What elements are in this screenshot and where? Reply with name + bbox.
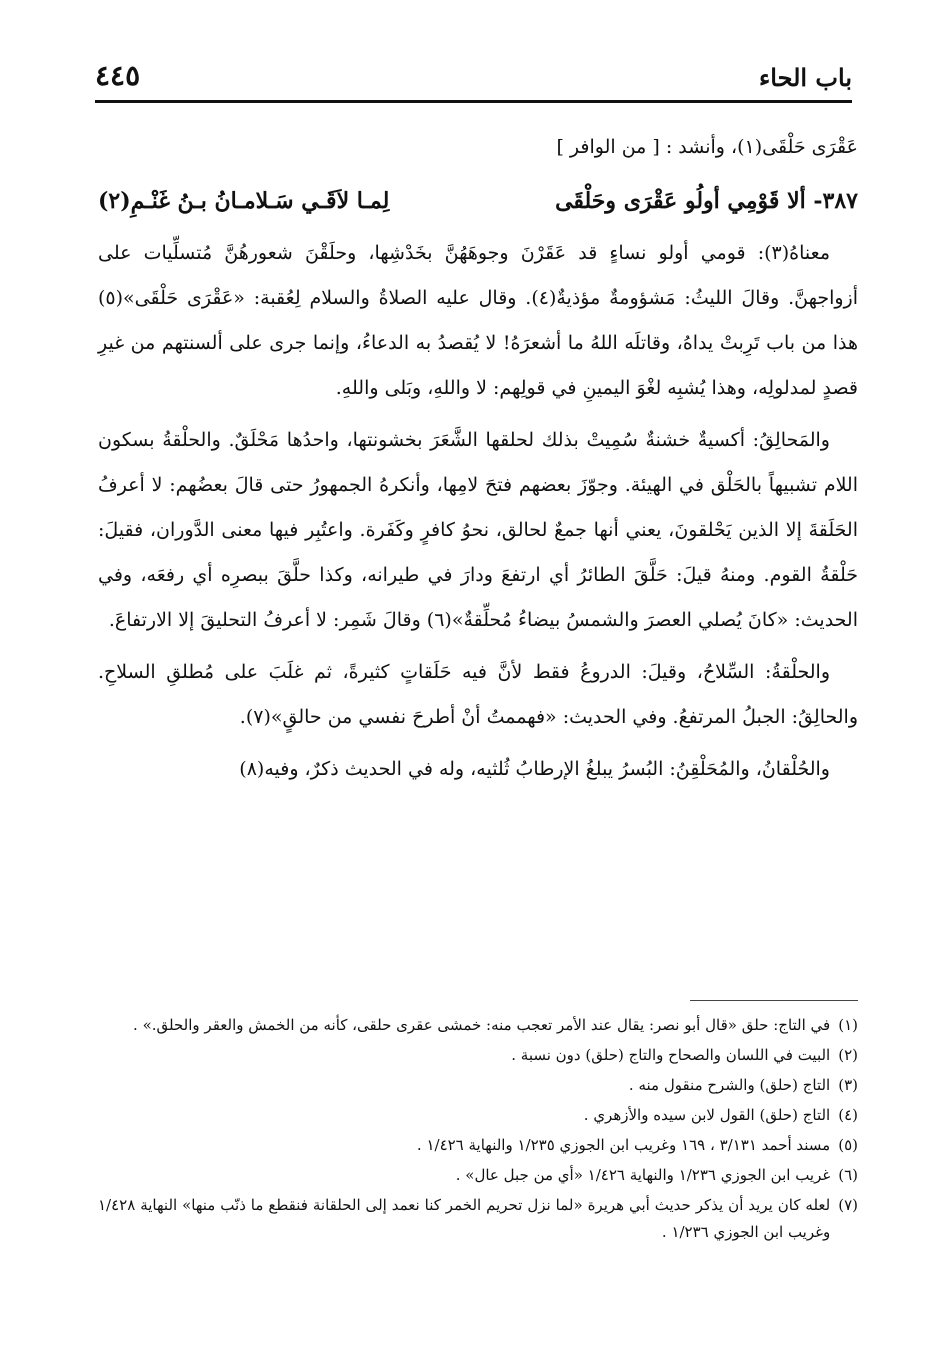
verse-first-hemistich: ٣٨٧- ألا قَوْمِي أولُو عَقْرَى وحَلْقَى	[555, 188, 858, 214]
footnote	[98, 1102, 858, 1129]
paragraph: والحلْقةُ: السِّلاحُ، وقيلَ: الدروعُ فقط لأنَّ فيه حَلَقاتٍ كثيرةً، ثم غلَبَ على مُطلقِ السلاحِ. والحالِقُ: الجبلُ المرتفعُ. وفي الحديث: «فهممتُ أنْ أطرحَ نفسي من حالقٍ»(٧).	[98, 661, 858, 728]
main-text	[98, 125, 858, 799]
paragraph: معناهُ(٣): قومي أولو نساءٍ قد عَقَرْنَ وجوهَهُنَّ بخَدْشِها، وحلَقْنَ شعورهُنَّ مُتسلِّيات على أزواجهنَّ. وقالَ الليثُ: مَشؤومةٌ مؤذيةٌ(٤). وقال عليه الصلاةُ والسلام لِعُقبة: «عَقْرَى حَلْقَى»(٥) هذا من باب تَرِبتْ يداهُ، وقاتلَه اللهُ ما أشعرَهُ! لا يُقصدُ به الدعاءُ، وإنما جرى على ألسنتهم من غيرِ قصدٍ لمدلولِه، وهذا يُشبِه لغْوَ اليمينِ في قولِهم: لا واللهِ، وبَلى واللهِ.	[98, 242, 858, 399]
page-header	[95, 52, 852, 92]
footnote-text: في التاج: حلق «قال أبو نصر: يقال عند الأمر تعجب منه: خمشى عقرى حلقى، كأنه من الخمش والعقر والحلق.» .	[133, 1016, 831, 1034]
footnotes	[98, 1012, 858, 1249]
footnote	[98, 1162, 858, 1189]
page-number: ٤٤٥	[95, 59, 141, 92]
footnote	[98, 1012, 858, 1039]
chapter-title: باب الحاء	[758, 63, 852, 92]
paragraph: والمَحالِقُ: أكسيةٌ خشنةٌ سُمِيتْ بذلك لحلقها الشَّعَرَ بخشونتها، واحدُها مَحْلَقٌ. والحلْقةُ بسكون اللام تشبيهاً بالحَلْق في الهيئة. وجوّزَ بعضهم فتحَ لامِها، وأنكرهُ الجمهورُ حتى قالَ بعضُهم: لا أعرفُ الحَلَقةَ إلا الذين يَحْلقونَ، يعني أنها جمعٌ لحالق، نحوُ كافرٍ وكَفَرة. واعتُبِر فيها معنى الدَّوران، فقيلَ: حَلْقةُ القوم. ومنهُ قيلَ: حَلَّقَ الطائرُ أي ارتفعَ ودارَ في طيرانه، وكذا حلَّقَ ببصرِه أي رفعَه، وفي الحديث: «كانَ يُصلي العصرَ والشمسُ بيضاءُ مُحلِّقةٌ»(٦) وقالَ شَمِر: لا أعرفُ التحليقَ إلا الارتفاعَ.	[98, 429, 858, 631]
footnote-number: (٤)	[838, 1106, 858, 1124]
header-rule	[95, 100, 852, 103]
poem-verse	[98, 177, 858, 225]
footnote-number: (٦)	[838, 1166, 858, 1184]
footnote-text: مسند أحمد ٣/١٣١ ، ١٦٩ وغريب ابن الجوزي ١/٢٣٥ والنهاية ١/٤٢٦ .	[416, 1136, 831, 1154]
footnote-text: البيت في اللسان والصحاح والتاج (حلق) دون نسبة .	[511, 1046, 831, 1064]
footnote	[98, 1042, 858, 1069]
paragraph: والحُلْقانُ، والمُحَلْقِنُ: البُسرُ يبلغُ الإرطابُ ثُلثيه، وله في الحديث ذكرٌ، وفيه(٨)	[239, 758, 830, 780]
footnote	[98, 1072, 858, 1099]
footnote	[98, 1192, 858, 1246]
intro-line: عَقْرَى حَلْقَى(١)، وأنشد : [ من الوافر ]	[556, 136, 858, 158]
footnote-number: (١)	[838, 1016, 858, 1034]
footnote-number: (٣)	[838, 1076, 858, 1094]
footnote-text: لعله كان يريد أن يذكر حديث أبي هريرة «لما نزل تحريم الخمر كنا نعمد إلى الحلقانة فنقطع ما ذنّب منها» النهاية ١/٤٢٨ وغريب ابن الجوزي ١/٢٣٦ .	[98, 1196, 831, 1241]
footnote-number: (٥)	[838, 1136, 858, 1154]
footnote-number: (٧)	[838, 1196, 858, 1214]
footnote-rule	[690, 1000, 858, 1001]
footnote-text: التاج (حلق) القول لابن سيده والأزهري .	[583, 1106, 831, 1124]
footnote-number: (٢)	[838, 1046, 858, 1064]
verse-second-hemistich: لِمـا لاَقَـي سَـلامـانُ بـنُ غَنْـمِ(٢)	[98, 188, 390, 214]
footnote-text: التاج (حلق) والشرح منقول منه .	[628, 1076, 831, 1094]
footnote	[98, 1132, 858, 1159]
footnote-text: غريب ابن الجوزي ١/٢٣٦ والنهاية ١/٤٢٦ «أي من جبل عال» .	[455, 1166, 831, 1184]
